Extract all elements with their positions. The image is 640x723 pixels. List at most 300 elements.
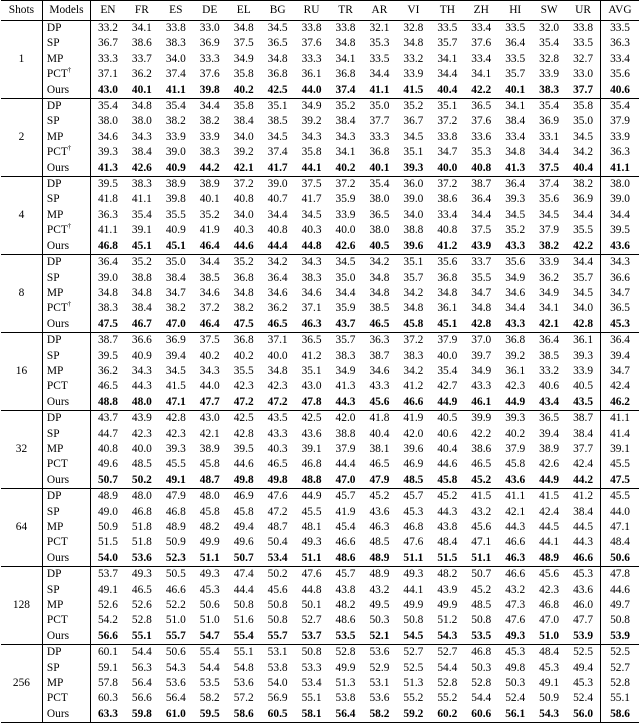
score-cell: 42.3	[131, 427, 152, 440]
score-cell: 34.5	[267, 22, 288, 34]
score-cell: 50.8	[301, 646, 322, 659]
score-cell: 36.2	[267, 302, 288, 315]
score-cell: 45.8	[430, 473, 464, 489]
score-cell: 36.8	[267, 68, 288, 81]
score-cell: 35.2	[403, 100, 424, 113]
score-cell: 38.9	[199, 442, 220, 455]
score-cell: 45.4	[335, 521, 356, 533]
score-cell: 44.0	[295, 83, 329, 99]
model-name: DP	[46, 334, 62, 347]
score-cell: 35.8	[233, 68, 254, 81]
score-cell: 41.5	[396, 83, 430, 99]
score-cell: 39.7	[471, 349, 492, 362]
model-cell	[42, 505, 90, 520]
table-row	[1, 99, 639, 115]
model-name: MP	[46, 208, 64, 221]
score-cell: 44.4	[335, 458, 356, 471]
score-cell: 55.7	[159, 629, 193, 645]
avg-cell: 41.1	[601, 411, 639, 427]
score-cell: 46.8	[131, 505, 152, 518]
table-row	[1, 457, 639, 472]
model-cell	[42, 161, 90, 177]
score-cell: 34.8	[233, 22, 254, 34]
model-name: SP	[46, 505, 60, 518]
score-cell: 40.8	[437, 224, 458, 237]
model-name: DP	[46, 178, 62, 191]
score-cell: 34.8	[267, 52, 288, 65]
score-cell: 43.9	[131, 412, 152, 425]
score-cell: 39.0	[267, 178, 288, 191]
score-cell: 38.4	[131, 302, 152, 315]
score-cell: 40.9	[159, 161, 193, 177]
score-cell: 41.2	[573, 490, 594, 503]
score-cell: 40.3	[267, 442, 288, 455]
model-name: Ours	[46, 161, 70, 174]
score-cell: 44.8	[295, 239, 329, 255]
score-cell: 41.9	[335, 505, 356, 518]
table-row	[1, 442, 639, 457]
score-cell: 33.9	[165, 130, 186, 143]
score-cell: 53.6	[125, 551, 159, 567]
score-cell: 39.5	[90, 177, 124, 193]
score-cell: 54.3	[165, 661, 186, 674]
score-cell: 53.6	[369, 646, 390, 659]
score-cell: 50.8	[267, 614, 288, 627]
score-cell: 56.1	[498, 707, 532, 723]
avg-cell: 45.5	[601, 489, 639, 505]
score-cell: 43.6	[573, 583, 594, 596]
score-cell: 48.7	[193, 473, 227, 489]
score-cell: 43.8	[335, 583, 356, 596]
score-cell: 39.2	[505, 349, 526, 362]
model-cell	[42, 676, 90, 691]
score-cell: 47.7	[193, 395, 227, 411]
score-cell: 42.6	[329, 239, 363, 255]
score-cell: 45.8	[233, 505, 254, 518]
model-cell	[42, 271, 90, 286]
avg-cell: 43.6	[601, 239, 639, 255]
score-cell: 34.2	[573, 146, 594, 159]
score-cell: 38.3	[90, 301, 124, 316]
score-cell: 34.5	[165, 364, 186, 377]
score-cell: 52.5	[403, 661, 424, 674]
score-cell: 41.1	[159, 83, 193, 99]
score-cell: 33.4	[437, 208, 458, 221]
avg-cell: 33.5	[601, 21, 639, 37]
score-cell: 43.6	[498, 473, 532, 489]
score-cell: 43.2	[505, 583, 526, 596]
score-cell: 49.3	[131, 568, 152, 581]
score-cell: 47.5	[227, 317, 261, 333]
score-cell: 34.9	[233, 52, 254, 65]
score-cell: 36.2	[131, 68, 152, 81]
score-cell: 32.1	[369, 22, 390, 34]
score-cell: 46.3	[295, 317, 329, 333]
score-cell: 42.5	[233, 412, 254, 425]
score-cell: 38.8	[131, 271, 152, 284]
score-cell: 46.8	[165, 505, 186, 518]
table-row	[1, 301, 639, 316]
score-cell: 35.1	[301, 364, 322, 377]
model-name: SP	[46, 661, 60, 674]
score-cell: 34.7	[471, 286, 492, 299]
table-row	[1, 271, 639, 286]
score-cell: 34.4	[369, 68, 390, 81]
avg-cell: 47.8	[601, 567, 639, 583]
score-cell: 48.2	[335, 599, 356, 612]
score-cell: 38.2	[233, 302, 254, 315]
score-cell: 49.1	[539, 677, 560, 690]
score-cell: 56.6	[131, 692, 152, 705]
header-lang-bg: BG	[261, 1, 295, 21]
score-cell: 54.3	[532, 707, 566, 723]
score-cell: 35.3	[471, 146, 492, 159]
score-cell: 34.0	[165, 52, 186, 65]
score-cell: 47.0	[539, 614, 560, 627]
model-name: PCT	[46, 224, 68, 237]
score-cell: 40.8	[464, 161, 498, 177]
model-name: Ours	[46, 83, 70, 96]
score-cell: 37.9	[505, 442, 526, 455]
score-cell: 35.5	[573, 224, 594, 237]
score-cell: 52.5	[573, 646, 594, 659]
model-cell	[42, 239, 90, 255]
model-cell	[42, 535, 90, 550]
score-cell: 36.0	[403, 178, 424, 191]
score-cell: 53.5	[199, 677, 220, 690]
score-cell: 34.2	[267, 256, 288, 269]
table-row	[1, 333, 639, 349]
score-cell: 35.7	[403, 271, 424, 284]
model-name: DP	[46, 646, 62, 659]
model-name: Ours	[46, 629, 70, 642]
score-cell: 46.6	[505, 568, 526, 581]
score-cell: 36.1	[573, 334, 594, 347]
score-cell: 54.4	[437, 661, 458, 674]
score-cell: 48.4	[437, 536, 458, 549]
score-cell: 37.4	[539, 178, 560, 191]
score-cell: 34.5	[573, 286, 594, 299]
score-cell: 39.3	[505, 193, 526, 206]
score-cell: 37.5	[532, 161, 566, 177]
score-cell: 40.1	[125, 83, 159, 99]
model-cell	[42, 567, 90, 583]
shots-cell: 1	[1, 21, 42, 99]
score-cell: 49.3	[403, 568, 424, 581]
score-cell: 37.6	[199, 68, 220, 81]
score-cell: 34.0	[573, 302, 594, 315]
score-cell: 47.2	[261, 395, 295, 411]
table-row	[1, 161, 639, 177]
score-cell: 38.1	[369, 442, 390, 455]
score-cell: 35.8	[233, 100, 254, 113]
model-name: MP	[46, 286, 64, 299]
score-cell: 45.8	[396, 317, 430, 333]
score-cell: 34.8	[233, 286, 254, 299]
score-cell: 34.9	[335, 364, 356, 377]
score-cell: 37.7	[369, 115, 390, 128]
score-cell: 34.4	[335, 286, 356, 299]
score-cell: 34.5	[335, 256, 356, 269]
score-cell: 36.4	[267, 271, 288, 284]
score-cell: 49.5	[369, 599, 390, 612]
model-name: SP	[46, 427, 60, 440]
score-cell: 42.0	[403, 427, 424, 440]
score-cell: 38.0	[90, 114, 124, 129]
score-cell: 40.1	[362, 161, 396, 177]
score-cell: 43.3	[471, 380, 492, 393]
score-cell: 60.2	[430, 707, 464, 723]
score-cell: 37.1	[90, 67, 124, 82]
score-cell: 58.2	[199, 692, 220, 705]
header-lang-ur: UR	[566, 1, 600, 21]
score-cell: 42.5	[301, 412, 322, 425]
avg-cell: 34.4	[601, 208, 639, 223]
score-cell: 40.9	[131, 349, 152, 362]
score-cell: 44.3	[573, 536, 594, 549]
model-cell	[42, 67, 90, 82]
score-cell: 38.7	[90, 333, 124, 349]
score-cell: 34.8	[131, 286, 152, 299]
score-cell: 38.4	[573, 505, 594, 518]
model-name: PCT	[46, 614, 68, 627]
dagger-mark: †	[67, 222, 72, 231]
score-cell: 41.2	[430, 239, 464, 255]
score-cell: 36.5	[471, 100, 492, 113]
score-cell: 41.2	[301, 349, 322, 362]
table-row	[1, 114, 639, 129]
score-cell: 38.4	[573, 427, 594, 440]
score-cell: 38.8	[403, 224, 424, 237]
score-cell: 39.0	[165, 146, 186, 159]
score-cell: 56.3	[131, 661, 152, 674]
score-cell: 51.1	[464, 551, 498, 567]
score-cell: 50.7	[471, 568, 492, 581]
score-cell: 45.6	[267, 583, 288, 596]
score-cell: 38.3	[403, 349, 424, 362]
score-cell: 48.2	[437, 568, 458, 581]
score-cell: 33.5	[437, 22, 458, 34]
score-cell: 37.2	[403, 334, 424, 347]
score-cell: 36.2	[90, 364, 124, 379]
score-cell: 40.0	[267, 349, 288, 362]
score-cell: 54.7	[193, 629, 227, 645]
score-cell: 41.1	[90, 223, 124, 238]
score-cell: 44.2	[193, 161, 227, 177]
model-cell	[42, 629, 90, 645]
model-cell	[42, 333, 90, 349]
score-cell: 38.2	[199, 115, 220, 128]
header-lang-th: TH	[430, 1, 464, 21]
score-cell: 52.7	[437, 646, 458, 659]
avg-cell: 33.4	[601, 52, 639, 67]
score-cell: 34.1	[335, 146, 356, 159]
score-cell: 59.5	[193, 707, 227, 723]
header-lang-vi: VI	[396, 1, 430, 21]
model-name: MP	[46, 442, 64, 455]
score-cell: 34.4	[267, 208, 288, 221]
score-cell: 48.5	[131, 458, 152, 471]
score-cell: 36.8	[437, 271, 458, 284]
score-cell: 34.6	[301, 286, 322, 299]
score-cell: 43.3	[498, 317, 532, 333]
score-cell: 33.9	[539, 256, 560, 269]
score-cell: 53.6	[165, 677, 186, 690]
table-row	[1, 317, 639, 333]
score-cell: 43.0	[90, 83, 124, 99]
model-cell	[42, 52, 90, 67]
score-cell: 52.2	[165, 599, 186, 612]
score-cell: 33.4	[505, 130, 526, 143]
avg-cell: 36.6	[601, 271, 639, 286]
score-cell: 44.9	[430, 395, 464, 411]
score-cell: 44.3	[131, 380, 152, 393]
score-cell: 45.5	[301, 505, 322, 518]
model-name: Ours	[46, 473, 70, 486]
score-cell: 39.6	[403, 442, 424, 455]
score-cell: 36.8	[335, 68, 356, 81]
score-cell: 52.7	[301, 614, 322, 627]
score-cell: 39.4	[165, 349, 186, 362]
score-cell: 52.8	[335, 646, 356, 659]
score-cell: 50.4	[267, 536, 288, 549]
score-cell: 40.2	[329, 161, 363, 177]
score-cell: 34.8	[471, 302, 492, 315]
score-cell: 44.6	[233, 458, 254, 471]
score-cell: 34.6	[90, 130, 124, 145]
score-cell: 47.1	[159, 395, 193, 411]
score-cell: 46.4	[193, 317, 227, 333]
header-models: Models	[42, 1, 90, 21]
score-cell: 45.8	[505, 458, 526, 471]
table-header-row	[1, 1, 639, 21]
score-cell: 38.2	[532, 239, 566, 255]
avg-cell: 39.0	[601, 192, 639, 207]
score-cell: 47.0	[159, 317, 193, 333]
score-cell: 52.6	[90, 598, 124, 613]
model-name: MP	[46, 521, 64, 533]
score-cell: 36.6	[131, 334, 152, 347]
score-cell: 34.2	[369, 256, 390, 269]
model-name: PCT	[46, 692, 68, 705]
model-cell	[42, 177, 90, 193]
score-cell: 40.1	[498, 83, 532, 99]
score-cell: 36.8	[505, 334, 526, 347]
table-row	[1, 489, 639, 505]
score-cell: 43.3	[498, 239, 532, 255]
model-cell	[42, 379, 90, 394]
score-cell: 43.0	[301, 380, 322, 393]
score-cell: 37.4	[165, 68, 186, 81]
score-cell: 44.8	[301, 583, 322, 596]
score-cell: 44.0	[199, 380, 220, 393]
results-table	[1, 0, 639, 723]
score-cell: 36.5	[301, 334, 322, 347]
score-cell: 49.6	[233, 536, 254, 549]
score-cell: 46.9	[233, 490, 254, 503]
score-cell: 35.6	[539, 193, 560, 206]
avg-cell: 41.1	[601, 161, 639, 177]
score-cell: 52.9	[369, 661, 390, 674]
score-cell: 38.4	[165, 271, 186, 284]
score-cell: 57.2	[233, 692, 254, 705]
avg-cell: 38.0	[601, 177, 639, 193]
score-cell: 48.4	[539, 646, 560, 659]
score-cell: 48.7	[267, 521, 288, 533]
score-cell: 35.0	[165, 256, 186, 269]
avg-cell: 36.5	[601, 301, 639, 316]
score-cell: 37.4	[329, 83, 363, 99]
score-cell: 41.7	[301, 193, 322, 206]
score-cell: 46.5	[362, 317, 396, 333]
score-cell: 40.0	[131, 442, 152, 455]
score-cell: 34.1	[335, 52, 356, 65]
score-cell: 34.2	[403, 286, 424, 299]
shots-cell: 32	[1, 411, 42, 489]
score-cell: 35.6	[505, 256, 526, 269]
model-cell	[42, 83, 90, 99]
model-cell	[42, 223, 90, 238]
score-cell: 36.3	[90, 208, 124, 223]
score-cell: 47.9	[165, 490, 186, 503]
score-cell: 40.4	[430, 83, 464, 99]
score-cell: 47.2	[267, 505, 288, 518]
model-name: MP	[46, 52, 64, 65]
score-cell: 39.2	[233, 146, 254, 159]
score-cell: 43.2	[369, 583, 390, 596]
score-cell: 35.8	[573, 100, 594, 113]
score-cell: 38.6	[437, 193, 458, 206]
score-cell: 50.5	[165, 568, 186, 581]
table-row	[1, 83, 639, 99]
header-avg: AVG	[601, 1, 639, 21]
score-cell: 38.7	[369, 349, 390, 362]
score-cell: 42.3	[505, 380, 526, 393]
score-cell: 42.1	[532, 317, 566, 333]
score-cell: 35.4	[437, 364, 458, 377]
score-cell: 49.3	[498, 629, 532, 645]
score-cell: 51.0	[199, 614, 220, 627]
score-cell: 36.4	[90, 255, 124, 271]
score-cell: 36.5	[267, 37, 288, 50]
score-cell: 34.5	[505, 208, 526, 221]
score-cell: 44.6	[437, 458, 458, 471]
header-lang-el: EL	[227, 1, 261, 21]
table-row	[1, 535, 639, 550]
header-lang-en: EN	[90, 1, 124, 21]
header-lang-es: ES	[159, 1, 193, 21]
score-cell: 39.1	[301, 442, 322, 455]
score-cell: 55.1	[233, 646, 254, 659]
score-cell: 33.9	[573, 364, 594, 377]
score-cell: 49.9	[403, 599, 424, 612]
score-cell: 45.3	[199, 583, 220, 596]
score-cell: 40.2	[233, 349, 254, 362]
score-cell: 56.4	[165, 692, 186, 705]
score-cell: 52.1	[362, 629, 396, 645]
score-cell: 51.0	[165, 614, 186, 627]
score-cell: 36.7	[403, 115, 424, 128]
score-cell: 35.2	[335, 100, 356, 113]
score-cell: 42.8	[165, 412, 186, 425]
table-row	[1, 130, 639, 145]
score-cell: 36.4	[539, 334, 560, 347]
score-cell: 46.8	[403, 521, 424, 533]
avg-cell: 37.9	[601, 114, 639, 129]
score-cell: 41.5	[539, 490, 560, 503]
score-cell: 40.6	[539, 380, 560, 393]
score-cell: 33.0	[199, 22, 220, 34]
